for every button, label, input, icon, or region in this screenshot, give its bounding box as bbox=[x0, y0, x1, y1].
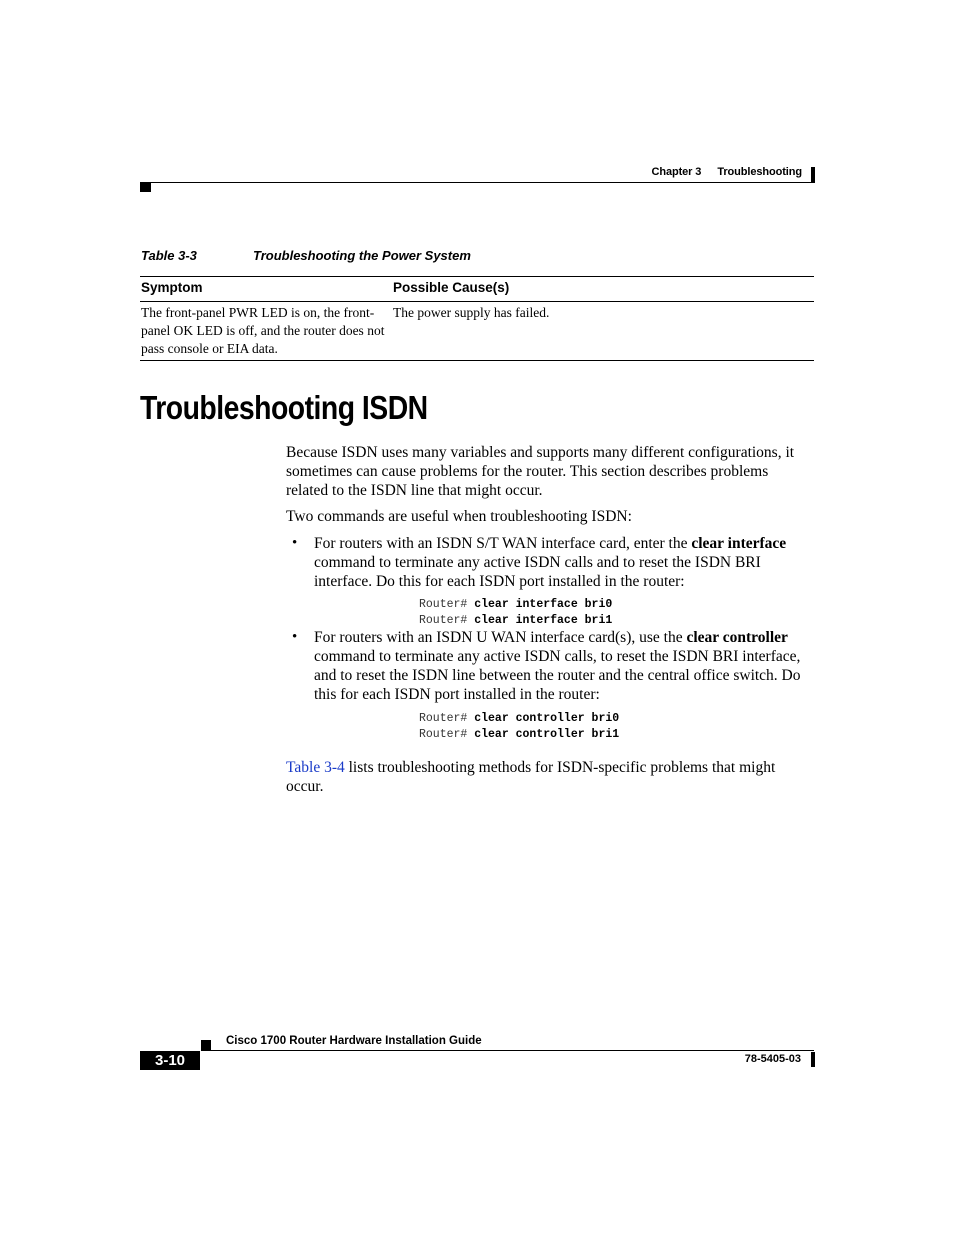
table-caption bbox=[141, 248, 471, 263]
table-header-cause: Possible Cause(s) bbox=[393, 280, 510, 295]
bullet-item-clear-controller bbox=[314, 628, 814, 704]
footer-rule bbox=[201, 1050, 814, 1051]
table-number: Table 3-3 bbox=[141, 248, 197, 263]
table-title: Troubleshooting the Power System bbox=[253, 248, 471, 263]
page-number: 3-10 bbox=[140, 1051, 200, 1070]
bullet-marker: • bbox=[292, 629, 298, 645]
command-keyword: clear interface bbox=[691, 535, 787, 552]
code-command: clear interface bri0 bbox=[474, 598, 613, 611]
code-command: clear interface bri1 bbox=[474, 614, 613, 627]
section-title: Troubleshooting ISDN bbox=[140, 389, 428, 426]
table-header-symptom: Symptom bbox=[141, 280, 203, 295]
code-prompt: Router# bbox=[419, 728, 475, 741]
command-keyword: clear controller bbox=[686, 629, 788, 646]
bullet-text-after: command to terminate any active ISDN calls and to reset the ISDN BRI interface. Do this for each ISDN port installed in the router: bbox=[314, 554, 761, 590]
bullet-text-before: For routers with an ISDN S/T WAN interface card, enter the bbox=[314, 535, 692, 552]
header-rule bbox=[140, 182, 814, 183]
header-chapter: Chapter 3 bbox=[651, 166, 702, 178]
lead-paragraph: Two commands are useful when troubleshooting ISDN: bbox=[286, 508, 632, 525]
code-prompt: Router# bbox=[419, 598, 475, 611]
code-prompt: Router# bbox=[419, 614, 475, 627]
table-cell-symptom: The front-panel PWR LED is on, the front-panel OK LED is off, and the router does not pass console or EIA data. bbox=[141, 305, 385, 356]
table-cell-cause: The power supply has failed. bbox=[393, 305, 550, 320]
bullet-item-clear-interface bbox=[314, 534, 814, 591]
header-square-marker bbox=[140, 183, 151, 192]
table-bottom-rule bbox=[140, 360, 814, 361]
header-tab-marker bbox=[811, 167, 815, 183]
closing-text: lists troubleshooting methods for ISDN-specific problems that might occur. bbox=[286, 759, 776, 795]
code-command: clear controller bri0 bbox=[474, 712, 620, 725]
code-block bbox=[419, 597, 612, 629]
bullet-text-after: command to terminate any active ISDN calls, to reset the ISDN BRI interface, and to reset the ISDN line between the router and the central office switch. Do this for each ISDN port installed in the router: bbox=[314, 648, 801, 703]
header-section: Troubleshooting bbox=[717, 166, 802, 178]
intro-paragraph: Because ISDN uses many variables and supports many different configurations, it sometimes can cause problems for the router. This section describes problems related to the ISDN line that might occur. bbox=[286, 444, 795, 499]
footer-doc-number: 78-5405-03 bbox=[744, 1053, 801, 1065]
code-block bbox=[419, 711, 619, 743]
closing-paragraph bbox=[286, 758, 814, 796]
code-command: clear controller bri1 bbox=[474, 728, 620, 741]
bullet-text-before: For routers with an ISDN U WAN interface card(s), use the bbox=[314, 629, 687, 646]
table-header-rule bbox=[140, 301, 814, 302]
footer-book-title: Cisco 1700 Router Hardware Installation Guide bbox=[226, 1035, 482, 1047]
table-3-4-link[interactable]: Table 3-4 bbox=[286, 759, 345, 776]
bullet-marker: • bbox=[292, 535, 298, 551]
footer-tab-marker bbox=[811, 1052, 815, 1067]
running-header bbox=[651, 166, 802, 178]
table-top-rule bbox=[140, 276, 814, 277]
code-prompt: Router# bbox=[419, 712, 475, 725]
